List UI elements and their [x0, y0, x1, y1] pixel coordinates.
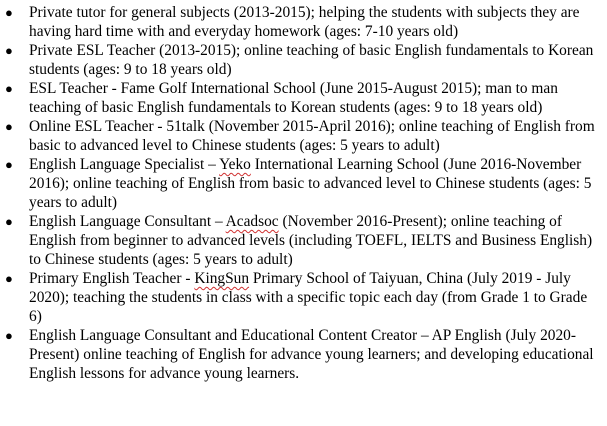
list-item: [0, 212, 607, 269]
bullet-icon: ●: [5, 271, 13, 286]
bullet-icon: ●: [5, 5, 13, 20]
bullet-icon: ●: [5, 43, 13, 58]
item-text: English Language Specialist –: [29, 156, 220, 173]
list-item: [0, 117, 607, 155]
list-item: [0, 3, 607, 41]
document-body: [0, 3, 607, 383]
spellcheck-flagged-word[interactable]: Yeko: [219, 156, 251, 173]
bullet-icon: ●: [5, 157, 13, 172]
item-text: International Learning School (June 2016-November 2016); online teaching of English from basic to advanced level to Chinese students (ages: 5 years to adult): [29, 156, 592, 211]
experience-bullet-list: [0, 3, 607, 383]
item-text: Private ESL Teacher (2013-2015); online teaching of basic English fundamentals to Korean students (ages: 9 to 18 years old): [29, 42, 594, 78]
item-text: English Language Consultant and Educational Content Creator – AP English (July 2020-Present) online teaching of English for advance young learners; and developing educational English lessons for advance young learners.: [29, 327, 594, 382]
item-text: ESL Teacher - Fame Golf International School (June 2015-August 2015); man to man teaching of basic English fundamentals to Korean students (ages: 9 to 18 years old): [29, 80, 558, 116]
item-text: Primary School of Taiyuan, China (July 2019 - July 2020); teaching the students in class with a specific topic each day (from Grade 1 to Grade 6): [29, 270, 588, 325]
list-item: [0, 326, 607, 383]
spellcheck-flagged-word[interactable]: KingSun: [194, 270, 250, 287]
bullet-icon: ●: [5, 328, 13, 343]
item-text: Primary English Teacher -: [29, 270, 195, 287]
list-item: [0, 155, 607, 212]
bullet-icon: ●: [5, 214, 13, 229]
bullet-icon: ●: [5, 81, 13, 96]
item-text: (November 2016-Present); online teaching of English from beginner to advanced levels (including TOEFL, IELTS and Business English) to Chinese students (ages: 5 years to adult): [29, 213, 593, 268]
spellcheck-flagged-word[interactable]: Acadsoc: [225, 213, 279, 230]
item-text: English Language Consultant –: [29, 213, 226, 230]
bullet-icon: ●: [5, 119, 13, 134]
list-item: [0, 269, 607, 326]
item-text: Online ESL Teacher - 51talk (November 2015-April 2016); online teaching of English from basic to advanced level to Chinese students (ages: 5 years to adult): [29, 118, 595, 154]
list-item: [0, 79, 607, 117]
list-item: [0, 41, 607, 79]
item-text: Private tutor for general subjects (2013-2015); helping the students with subjects they are having hard time with and everyday homework (ages: 7-10 years old): [29, 4, 580, 40]
